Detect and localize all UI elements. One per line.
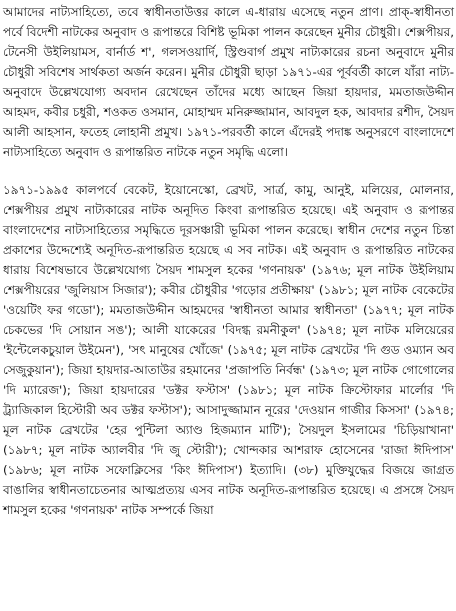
paragraph-post-1971-translations: ১৯৭১-১৯৯৫ কালপর্বে বেকেট, ইয়োনেস্কো, ব্রেখট, সার্ত্র, কামু, আনুই, মলিয়ের, মোলনার, শেক্সপীয়র প্রমুখ নাট্যকারের নাটক অনূদিত কিংবা রূপান্তরিত হয়েছে। এই অনুবাদ ও রূপান্তর বাংলাদেশের নাট্যসাহিত্যের সমৃদ্ধিতে দূরসঞ্চারী ভূমিকা পালন করেছে। স্বাধীন দেশের নতুন চিন্তা প্রকাশের উদ্দেশ্যেই অনূদিত-রূপান্তরিত হয়েছে এ সব নাটক। এই অনুবাদ ও রূপান্তরিত নাটকের ধারায় বিশেষভাবে উল্লেখযোগ্য সৈয়দ শামসুল হকের 'গণনায়ক' (১৯৭৬; মূল নাটক উইলিয়াম শেক্সপীয়রের 'জুলিয়াস সিজার'); কবীর চৌধুরীর 'গড়োর প্রতীক্ষায়' (১৯৮১; মূল নাটক বেকেটের 'ওয়েটিং ফর গডো'); মমতাজউদ্দীন আহমদের 'স্বাধীনতা আমার স্বাধীনতা' (১৯৭৭; মূল নাটক চেকভের 'দি সোয়ান সঙ'); আলী যাকেরের 'বিদগ্ধ রমনীকুল' (১৯৭৪; মূল নাটক মলিয়েরের 'ইন্টেলেকচুয়াল উইমেন'), 'সৎ মানুষের খোঁজে' (১৯৭৫; মূল নাটক ব্রেখটের 'দি গুড ওম্যান অব সেজুকুয়ান'); জিয়া হায়দার-আতাউর রহমানের 'প্রজাপতি নির্বন্ধ' (১৯৭৩; মূল নাটক গোগোলের 'দি ম্যারেজ'); জিয়া হায়দারের 'ডক্টর ফস্টাস' (১৯৮১; মূল নাটক ক্রিস্টোফার মার্লোর 'দি ট্র্যাজিকাল হিস্টোরী অব ডক্টর ফস্টাস'); আসাদুজ্জামান নূরের 'দেওয়ান গাজীর কিসসা' (১৯৭৪; মূল নাটক ব্রেখটের 'হের পুন্টিলা অ্যাণ্ড হিজম্যান মাটি'); সৈয়দুল ইসলামের 'চিড়িয়াখানা' (১৯৮৭; মূল নাটক অ্যালবীর 'দি জু স্টোরী'); খোন্দকার আশরাফ হোসেনের 'রাজা ঈদিপাস' (১৯৮৬; মূল নাটক সফোক্লিসের 'কিং ঈদিপাস') ইত্যাদি। (৩৮) মুক্তিযুদ্ধের বিজয়ে জাগ্রত বাঙালির স্বাধীনতাচেতনার আত্মপ্রত্যয় এসব নাটক অনূদিত-রূপান্তরিত হয়েছে। এ প্রসঙ্গে সৈয়দ শামসুল হকের 'গণনায়ক' নাটক সম্পর্কে জিয়া (3, 183, 454, 517)
paragraph-translation-history: আমাদের নাট্যসাহিত্যে, তবে স্বাধীনতাউত্তর কালে এ-ধারায় এসেছে নতুন প্রাণ। প্রাক্-স্বাধীনতা পর্বে বিদেশী নাটকের অনুবাদ ও রূপান্তরে বিশিষ্ট ভূমিকা পালন করেছেন মুনীর চৌধুরী। শেক্সপীয়র, টেনেসী উইলিয়ামস, বার্নার্ড শ', গলসওয়ার্দি, স্ট্রিণ্ডবার্গ প্রমুখ নাট্যকারের রচনা অনুবাদে মুনীর চৌধুরী সবিশেষ সার্থকতা অর্জন করেন। মুনীর চৌধুরী ছাড়া ১৯৭১-এর পূর্ববর্তী কালে যাঁরা নাট্য-অনুবাদে উল্লেখযোগ্য অবদান রেখেছেন তাঁদের মধ্যে আছেন জিয়া হায়দার, মমতাজউদ্দীন আহমদ, কবীর চধুরী, শওকত ওসমান, মোহাম্মদ মনিরুজ্জামান, আবদুল হক, আবদার রশীদ, সৈয়দ আলী আহসান, ফতেহ লোহানী প্রমুখ। ১৯৭১-পরবর্তী কালে এঁদেরই পদাঙ্ক অনুসরণে বাংলাদেশে নাট্যসাহিত্যে অনুবাদ ও রূপান্তরিত নাটকে নতুন সমৃদ্ধি এলো। (3, 5, 454, 159)
